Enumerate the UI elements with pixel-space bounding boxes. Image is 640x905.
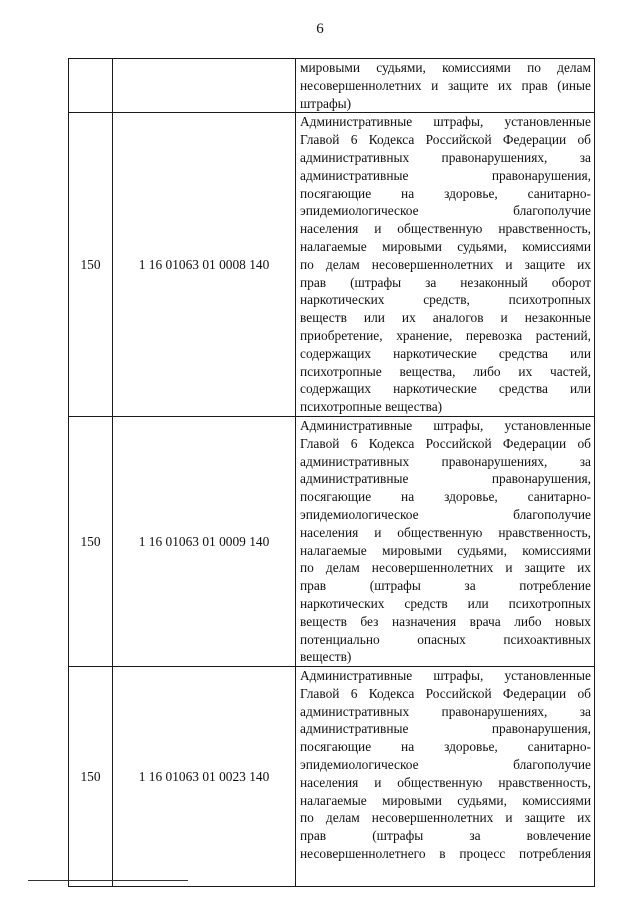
description-cell	[296, 113, 595, 417]
description-line: населения и общественную нравственность,	[300, 774, 591, 790]
description-line: наркотических средств, психотропных	[300, 292, 591, 308]
description-line: психотропные вещества, либо их частей,	[300, 363, 591, 379]
description-line: по делам несовершеннолетних и защите их	[300, 810, 591, 826]
description-line: посягающие на здоровье, санитарно-	[300, 489, 591, 505]
table-row	[69, 113, 595, 417]
description-line: веществ или их аналогов и незаконные	[300, 310, 591, 326]
description-line: наркотических средств или психотропных	[300, 595, 591, 611]
description-line: налагаемые мировыми судьями, комиссиями	[300, 792, 591, 808]
description-line: по делам несовершеннолетних и защите их	[300, 256, 591, 272]
footnote-rule	[28, 880, 188, 881]
admin-code-cell: 150	[69, 667, 113, 887]
description-line: веществ)	[300, 649, 352, 665]
table-row	[69, 416, 595, 666]
description-line: Административные штрафы, установленные	[300, 417, 591, 433]
description-line: содержащих наркотические средства или	[300, 381, 591, 397]
description-line: эпидемиологическое благополучие	[300, 757, 591, 773]
description-line: прав (штрафы за потребление	[300, 578, 591, 594]
description-line: населения и общественную нравственность,	[300, 524, 591, 540]
description-line: содержащих наркотические средства или	[300, 345, 591, 361]
table-row	[69, 667, 595, 887]
description-cell	[296, 416, 595, 666]
description-line: административные правонарушения,	[300, 167, 591, 183]
admin-code-cell	[69, 59, 113, 113]
description-line: мировыми судьями, комиссиями по делам	[300, 60, 591, 75]
description-line: несовершеннолетних и защите их прав (иные	[300, 77, 591, 93]
description-line: несовершеннолетнего в процесс потребления	[300, 846, 591, 862]
budget-classification-code-cell: 1 16 01063 01 0009 140	[113, 416, 296, 666]
page-number: 6	[316, 21, 324, 37]
description-line: налагаемые мировыми судьями, комиссиями	[300, 238, 591, 254]
description-line: Главой 6 Кодекса Российской Федерации об	[300, 132, 591, 148]
description-line: штрафы)	[300, 95, 352, 111]
description-line: прав (штрафы за незаконный оборот	[300, 274, 591, 290]
description-line: населения и общественную нравственность,	[300, 221, 591, 237]
description-line: посягающие на здоровье, санитарно-	[300, 185, 591, 201]
admin-code-cell: 150	[69, 113, 113, 417]
budget-codes-table	[68, 58, 595, 887]
description-line: Административные штрафы, установленные	[300, 114, 591, 130]
description-line: психотропные вещества)	[300, 399, 443, 415]
description-line: Главой 6 Кодекса Российской Федерации об	[300, 685, 591, 701]
description-line: приобретение, хранение, перевозка растений,	[300, 327, 591, 343]
budget-classification-code-cell: 1 16 01063 01 0008 140	[113, 113, 296, 417]
description-line: по делам несовершеннолетних и защите их	[300, 560, 591, 576]
description-line: административных правонарушениях, за	[300, 149, 591, 165]
description-cell	[296, 59, 595, 113]
description-line: административных правонарушениях, за	[300, 453, 591, 469]
description-line: Административные штрафы, установленные	[300, 668, 591, 684]
admin-code-cell: 150	[69, 416, 113, 666]
description-line: налагаемые мировыми судьями, комиссиями	[300, 542, 591, 558]
description-line: прав (штрафы за вовлечение	[300, 828, 591, 844]
description-line: административные правонарушения,	[300, 471, 591, 487]
budget-classification-code-cell	[113, 59, 296, 113]
description-line: посягающие на здоровье, санитарно-	[300, 739, 591, 755]
description-line: эпидемиологическое благополучие	[300, 506, 591, 522]
budget-classification-code-cell: 1 16 01063 01 0023 140	[113, 667, 296, 887]
table-body	[69, 59, 595, 887]
description-line: веществ без назначения врача либо новых	[300, 613, 591, 629]
description-line: административные правонарушения,	[300, 721, 591, 737]
description-line: административных правонарушениях, за	[300, 703, 591, 719]
description-line: Главой 6 Кодекса Российской Федерации об	[300, 435, 591, 451]
description-line: эпидемиологическое благополучие	[300, 203, 591, 219]
description-cell	[296, 667, 595, 887]
description-line: потенциально опасных психоактивных	[300, 631, 591, 647]
table-row	[69, 59, 595, 113]
